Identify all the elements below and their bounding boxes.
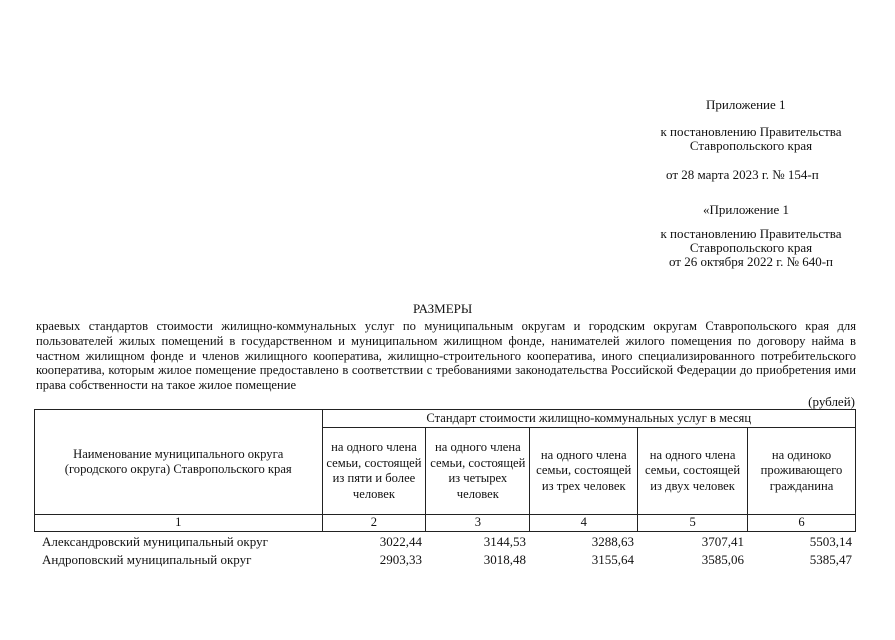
value-cell: 3288,63 [591, 534, 634, 549]
standards-table-body [34, 533, 856, 569]
municipality-column-header: Наименование муниципального округа (городского округа) Ставропольского края [35, 410, 323, 515]
value-cell: 3022,44 [379, 534, 422, 549]
column-header-five-plus: на одного члена семьи, состоящей из пяти и более человек [322, 428, 426, 515]
resolution-date-number-2: от 26 октября 2022 г. № 640-п [668, 254, 834, 269]
region-line: Ставропольского края [689, 138, 813, 153]
resolution-block-1 [640, 125, 862, 153]
to-resolution-line: к постановлению Правительства [660, 124, 842, 139]
value-cell: 3018,48 [483, 552, 526, 567]
document-title: РАЗМЕРЫ [413, 301, 473, 316]
value-cell: 3155,64 [591, 552, 634, 567]
column-number: 5 [638, 515, 748, 532]
region-line-2: Ставропольского края [689, 240, 813, 255]
column-number: 3 [426, 515, 530, 532]
column-number: 1 [35, 515, 323, 532]
standard-group-header: Стандарт стоимости жилищно-коммунальных услуг в месяц [322, 410, 856, 428]
document-intro: краевых стандартов стоимости жилищно-коммунальных услуг по муниципальным округам и городским округам Ставропольского края для пользователей жилых помещений в государственном и муниципальном жилищном фонде, нанимателей жилого помещения по договору найма в частном жилищном фонде и членов жилищного кооператива, жилищно-строительного кооператива, иного специализированного потребительского кооператива, которым жилое помещение предоставлено в соответствии с требованиями законодательства Российской Федерации до приобретения ими права собственности на такое жилое помещение [36, 319, 856, 393]
column-header-single: на одиноко проживающего гражданина [748, 428, 856, 515]
value-cell: 3585,06 [701, 552, 744, 567]
resolution-block-2 [640, 227, 862, 269]
value-cell: 3144,53 [483, 534, 526, 549]
column-header-three: на одного члена семьи, состоящей из трех человек [530, 428, 638, 515]
value-cell: 3707,41 [701, 534, 744, 549]
to-resolution-line-2: к постановлению Правительства [660, 226, 842, 241]
column-header-two: на одного члена семьи, состоящей из двух человек [638, 428, 748, 515]
value-cell: 5503,14 [809, 534, 852, 549]
appendix-quote-label: «Приложение 1 [703, 202, 790, 217]
column-number: 4 [530, 515, 638, 532]
column-header-four: на одного члена семьи, состоящей из четырех человек [426, 428, 530, 515]
municipality-name: Александровский муниципальный округ [42, 534, 268, 549]
table-row [34, 551, 856, 569]
standards-table-header [34, 409, 856, 532]
municipality-name: Андроповский муниципальный округ [42, 552, 252, 567]
appendix-label: Приложение 1 [706, 97, 786, 112]
table-row [34, 533, 856, 551]
column-number: 6 [748, 515, 856, 532]
value-cell: 2903,33 [379, 552, 422, 567]
unit-label: (рублей) [808, 394, 855, 409]
column-number: 2 [322, 515, 426, 532]
resolution-date-number: от 28 марта 2023 г. № 154-п [666, 167, 819, 182]
value-cell: 5385,47 [809, 552, 852, 567]
